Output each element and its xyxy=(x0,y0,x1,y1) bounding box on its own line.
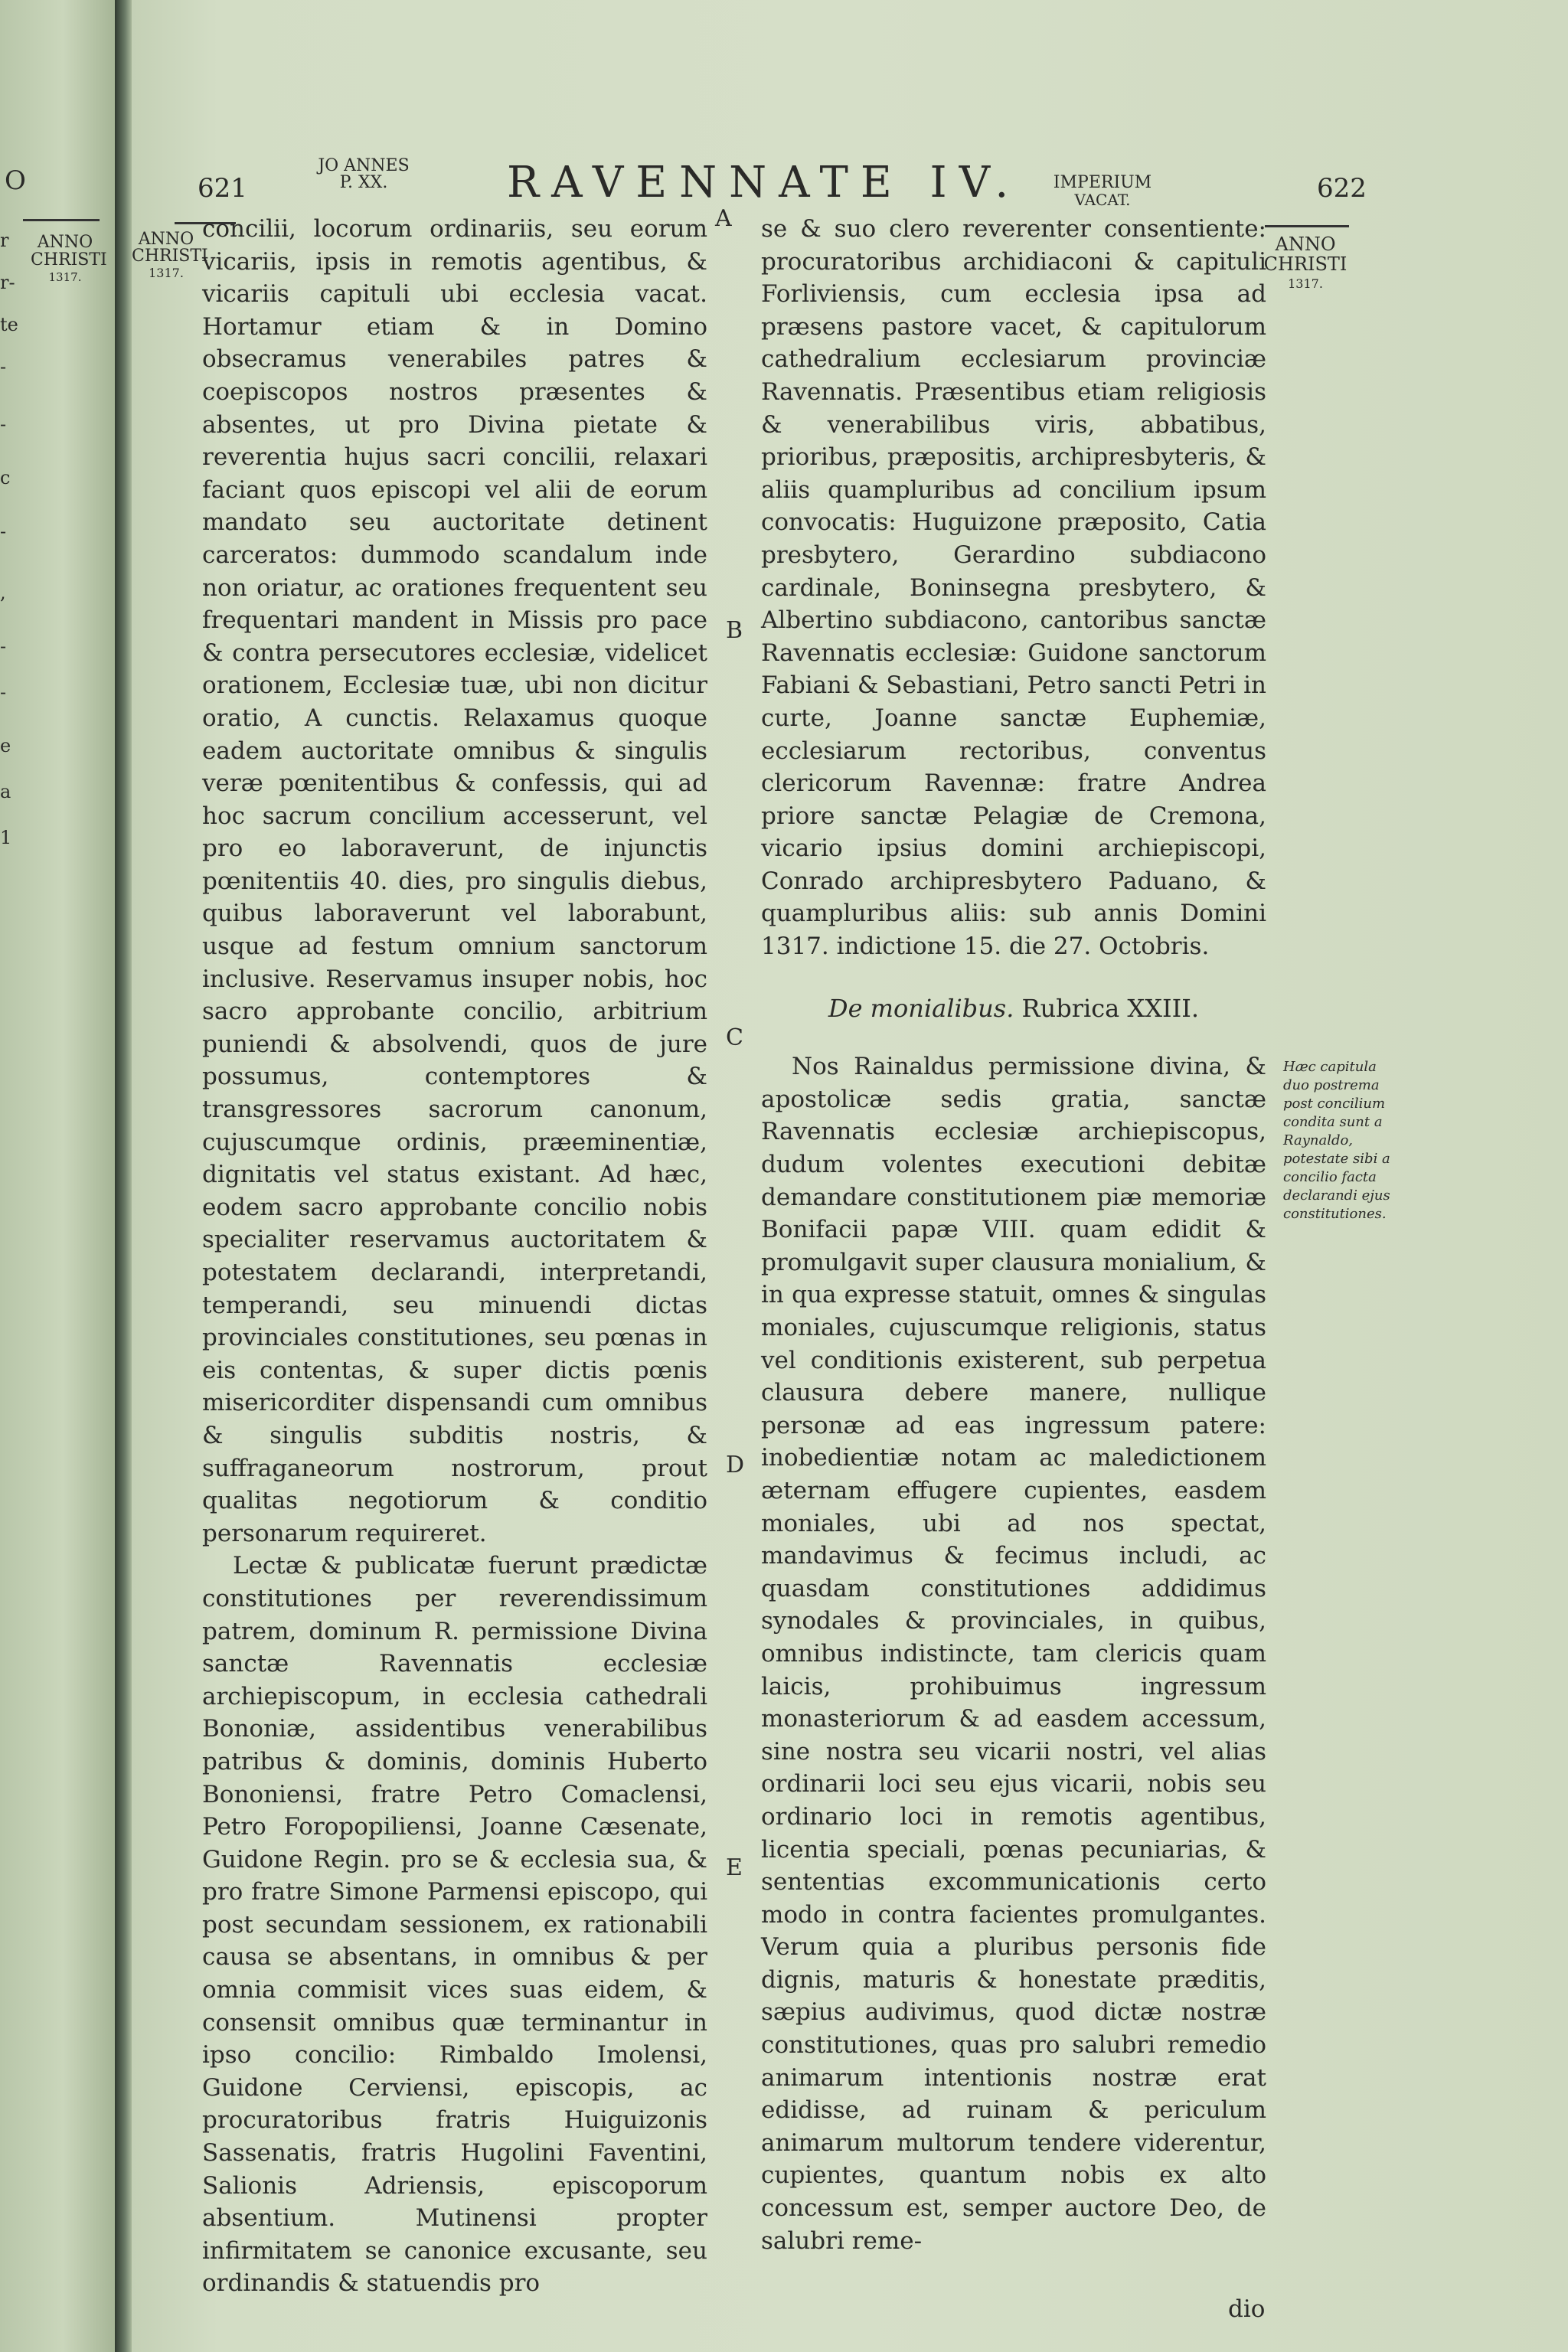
rubric-heading xyxy=(761,992,1266,1025)
folio-left: 621 xyxy=(198,173,247,204)
rubric-number: Rubrica XXIII. xyxy=(1021,993,1200,1023)
anno-christi-right: ANNO CHRISTI 1317. xyxy=(1263,234,1348,291)
left-column xyxy=(202,213,707,2300)
marginal-note: Hæc capitula duo postrema post concilium condita sunt a Raynaldo, potestate sibi a concilio facta declarandi ejus constitutiones. xyxy=(1283,1059,1390,1222)
catchword: dio xyxy=(1228,2295,1266,2323)
section-letter-e: E xyxy=(726,1854,743,1881)
previous-page-margin-fragments: r r- te - - c - , - - e a 1 xyxy=(0,230,18,848)
left-column-paragraph: Lectæ & publicatæ fuerunt prædictæ constitutiones per reverendissimum patrem, dominum R. permissione Divina sanctæ Ravennatis ecclesiæ archiepiscopum, in ecclesia cathedrali Bononiæ, assidentibus venerabilibus patribus & dominis, dominis Huberto Bononiensi, fratre Petro Comaclensi, Petro Foropopiliensi, Joanne Cæsenate, Guidone Regin. pro se & ecclesia sua, & pro fratre Simone Parmensi episcopo, qui post secundam sessionem, ex rationabili causa se absentans, in omnibus & per omnia commisit vices suas eidem, & consensit omnibus quæ terminantur in ipso concilio: Rimbaldo Imolensi, Guidone Cerviensi, episcopis, ac procuratoribus fratris Huiguizonis Sassenatis, fratris Hugolini Faventini, Salionis Adriensis, episcoporum absentium. Mutinensi propter infirmitatem se canonice excusante, seu ordinandis & statuendis pro xyxy=(202,1552,707,2298)
page-title: RAVENNATE IV. xyxy=(507,158,1021,207)
anno-christi-left: ANNO CHRISTI 1317. xyxy=(132,230,208,280)
running-head-left: JO ANNES P. XX. xyxy=(318,156,410,192)
section-letter-a: A xyxy=(715,205,732,232)
folio-right: 622 xyxy=(1317,173,1367,204)
running-head-right: IMPERIUM VACAT. xyxy=(1053,173,1152,209)
previous-page-anno: ANNO CHRISTI 1317. xyxy=(31,233,107,284)
right-column-paragraph: se & suo clero reverenter consentiente: procuratoribus archidiaconi & capituli Forliviensis, cum ecclesia ipsa ad præsens pastore vacet, & capitulorum cathedralium ecclesiarum provinciæ Ravennatis. Præsentibus etiam religiosis & venerabilibus viris, abbatibus, prioribus, præpositis, archipresbyteris, & aliis quampluribus ad concilium ipsum convocatis: Huguizone præposito, Catia presbytero, Gerardino subdiacono cardinale, Boninsegna presbytero, & Albertino subdiacono, cantoribus sanctæ Ravennatis ecclesiæ: Guidone sanctorum Fabiani & Sebastiani, Petro sancti Petri in curte, Joanne sanctæ Euphemiæ, ecclesiarum rectoribus, conventus clericorum Ravennæ: fratre Andrea priore sanctæ Pelagiæ de Cremona, vicario ipsius domini archiepiscopi, Conrado archipresbytero Paduano, & quampluribus aliis: sub annis Domini 1317. indictione 15. die 27. Octobris. xyxy=(761,215,1266,961)
anno-right-rule xyxy=(1265,225,1349,227)
running-header xyxy=(132,158,1568,211)
book-gutter xyxy=(115,0,132,2352)
section-letter-b: B xyxy=(726,617,743,644)
right-column xyxy=(761,213,1266,2257)
previous-page-rule xyxy=(23,219,100,221)
book-page xyxy=(132,0,1568,2352)
section-letter-c: C xyxy=(726,1024,743,1051)
right-column-paragraph: Nos Rainaldus permissione divina, & apostolicæ sedis gratia, sanctæ Ravennatis ecclesiæ archiepiscopus, dudum volentes executioni debitæ demandare constitutionem piæ memoriæ Bonifacii papæ VIII. quam edidit & promulgavit super clausura monialium, & in qua expresse statuit, omnes & singulas moniales, cujuscumque religionis, status vel conditionis existerent, sub perpetua clausura debere manere, nullique personæ ad eas ingressum patere: inobedientiæ notam ac maledictionem æternam effugere cupientes, easdem moniales, ubi ad nos spectat, mandavimus & fecimus includi, ac quasdam constitutiones addidimus synodales & provinciales, in quibus, omnibus indistincte, tam clericis quam laicis, prohibuimus ingressum monasteriorum & ad easdem accessum, sine nostra seu vicarii nostri, vel alias ordinarii loci seu ejus vicarii, nobis seu ordinario loci in remotis agentibus, licentia speciali, pœnas pecuniarias, & sententias excommunicationis certo modo in contra facientes promulgantes. Verum quia a pluribus personis fide dignis, maturis & honestate præditis, sæpius audivimus, quod dictæ nostræ constitutiones, quas pro salubri remedio animarum intentionis nostræ erat edidisse, ad ruinam & periculum animarum multorum tendere viderentur, cupientes, quantum nobis ex alto concessum est, semper auctore Deo, de salubri reme- xyxy=(761,1053,1266,2255)
rubric-title: De monialibus. xyxy=(828,993,1014,1023)
section-letter-d: D xyxy=(726,1452,745,1478)
left-column-paragraph: concilii, locorum ordinariis, seu eorum vicariis, ipsis in remotis agentibus, & vicariis capituli ubi ecclesia vacat. Hortamur etiam & in Domino obsecramus venerabiles patres & coepiscopos nostros præsentes & absentes, ut pro Divina pietate & reverentia hujus sacri concilii, relaxari faciant quos episcopi vel alii de eorum mandato seu auctoritate detinent carceratos: dummodo scandalum inde non oriatur, ac orationes frequentent seu frequentari mandent in Missis pro pace & contra persecutores ecclesiæ, videlicet orationem, Ecclesiæ tuæ, ubi non dicitur oratio, A cunctis. Relaxamus quoque eadem auctoritate omnibus & singulis veræ pœnitentibus & confessis, qui ad hoc sacrum concilium accesserunt, vel pro eo laboraverunt, de injunctis pœnitentiis 40. dies, pro singulis diebus, quibus laboraverunt vel laborabunt, usque ad festum omnium sanctorum inclusive. Reservamus insuper nobis, hoc sacro approbante concilio, arbitrium puniendi & absolvendi, quos de jure possumus, contemptores & transgressores sacrorum canonum, cujuscumque ordinis, præeminentiæ, dignitatis vel status existant. Ad hæc, eodem sacro approbante concilio nobis specialiter reservamus auctoritatem & potestatem declarandi, interpretandi, temperandi, seu minuendi dictas provinciales constitutiones, seu pœnas in eis contentas, & super dictis pœnis misericorditer dispensandi cum omnibus & singulis subditis nostris, & suffraganeorum nostrorum, prout qualitas negotiorum & conditio personarum requireret. xyxy=(202,215,707,1547)
previous-page-edge xyxy=(0,0,115,2352)
previous-page-folio: O xyxy=(5,165,26,196)
